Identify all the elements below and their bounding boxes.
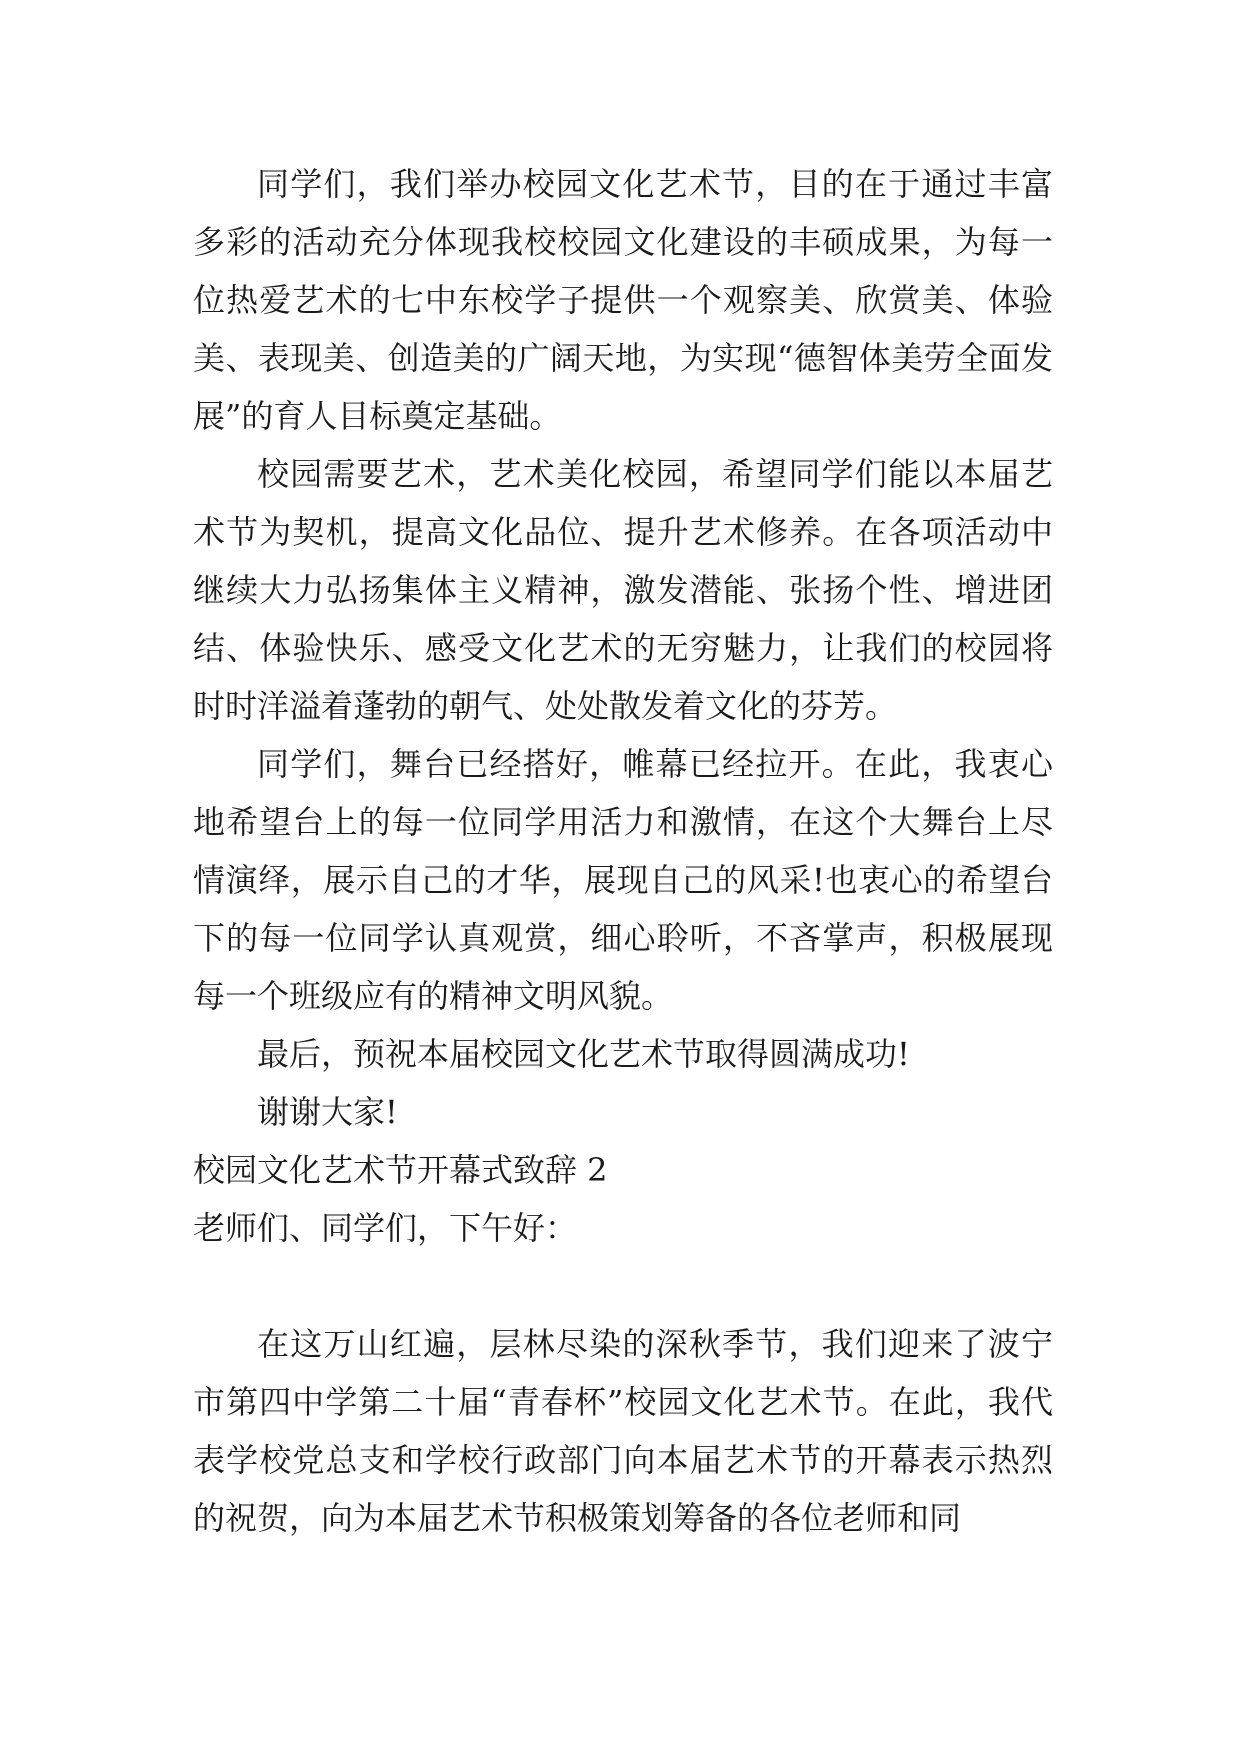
greeting: 老师们、同学们，下午好：: [193, 1209, 578, 1247]
body-paragraph: 在这万山红遍，层林尽染的深秋季节，我们迎来了波宁市第四中学第二十届“青春杯”校园文化艺术节。在此，我代表学校党总支和学校行政部门向本届艺术节的开幕表示热烈的祝贺，向为本届艺术节积极策划筹备的各位老师和同: [193, 1325, 1053, 1537]
closing-thanks: 谢谢大家!: [257, 1093, 398, 1131]
document-page: [193, 155, 1053, 1547]
body-paragraph: 校园需要艺术，艺术美化校园，希望同学们能以本届艺术节为契机，提高文化品位、提升艺术修养。在各项活动中继续大力弘扬集体主义精神，激发潜能、张扬个性、增进团结、体验快乐、感受文化艺术的无穷魅力，让我们的校园将时时洋溢着蓬勃的朝气、处处散发着文化的芬芳。: [193, 455, 1053, 725]
section-title: 校园文化艺术节开幕式致辞 2: [193, 1151, 608, 1189]
body-paragraph: 最后，预祝本届校园文化艺术节取得圆满成功!: [257, 1035, 910, 1073]
body-paragraph: 同学们，舞台已经搭好，帷幕已经拉开。在此，我衷心地希望台上的每一位同学用活力和激情，在这个大舞台上尽情演绎，展示自己的才华，展现自己的风采!也衷心的希望台下的每一位同学认真观赏，细心聆听，不吝掌声，积极展现每一个班级应有的精神文明风貌。: [193, 745, 1053, 1015]
body-paragraph: 同学们，我们举办校园文化艺术节，目的在于通过丰富多彩的活动充分体现我校校园文化建设的丰硕成果，为每一位热爱艺术的七中东校学子提供一个观察美、欣赏美、体验美、表现美、创造美的广阔天地，为实现“德智体美劳全面发展”的育人目标奠定基础。: [193, 165, 1053, 435]
blank-line: [193, 1257, 1053, 1315]
